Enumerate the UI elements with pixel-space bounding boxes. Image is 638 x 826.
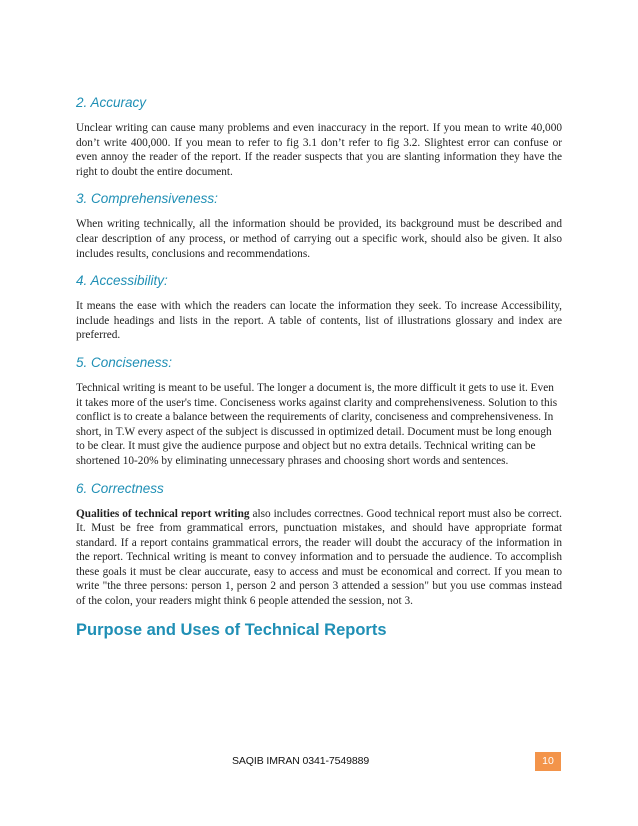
section-heading-comprehensiveness: 3. Comprehensiveness: — [76, 191, 218, 207]
section-body-conciseness: Technical writing is meant to be useful. The longer a document is, the more difficult it gets to use it. Even it takes more of the user's time. Conciseness works against clarity and comprehensiveness. Solution to this conflict is to create a balance between the requirements of clarity, conciseness and comprehensiveness. In short, in T.W every aspect of the subject is discussed in optimized detail. Document must be long enough to be clear. It must give the audience purpose and object but no extra details. Technical writing can be shortened 10-20% by eliminating unnecessary phrases and choosing short words and sentences. — [76, 381, 558, 467]
section-heading-correctness: 6. Correctness — [76, 480, 164, 496]
section-body-accessibility: It means the ease with which the readers can locate the information they seek. To increase Accessibility, include headings and lists in the report. A table of contents, list of illustrations glossary and index are preferred. — [76, 300, 562, 342]
section-body-comprehensiveness: When writing technically, all the information should be provided, its background must be described and clear description of any process, or method of carrying out a specific work, should also be given. It also includes results, conclusions and recommendations. — [76, 218, 562, 260]
correctness-text: also includes correctnes. Good technical report must also be correct. It. Must be free from grammatical errors, punctuation mistakes, and should have appropriate format standard. If a report contains grammatical errors, the reader will doubt the accuracy of the information in the report. Technical writing is meant to convey information and to persuade the audience. To accomplish these goals it must be clear auccurate, easy to access and must be economical and correct. If you mean to write "the three persons: person 1, person 2 and person 3 attended a session" but you use commas instead of the colon, your readers might think 6 people attended the session, not 3. — [76, 507, 562, 608]
section-heading-conciseness: 5. Conciseness: — [76, 354, 173, 370]
page-number-badge: 10 — [535, 752, 561, 771]
footer-author: SAQIB IMRAN 0341-7549889 — [232, 755, 370, 767]
page-footer — [0, 752, 638, 772]
section-body-accuracy: Unclear writing can cause many problems and even inaccuracy in the report. If you mean to write 40,000 don’t write 400,000. If you mean to refer to fig 3.1 don’t refer to fig 3.2. Slightest error can confuse or even annoy the reader of the report. If the reader suspects that you are slanting information they have the right to doubt the entire document. — [76, 122, 562, 178]
section-heading-accuracy: 2. Accuracy — [76, 95, 147, 110]
main-heading: Purpose and Uses of Technical Reports — [76, 620, 387, 639]
page-content — [76, 94, 562, 640]
section-body-correctness — [76, 507, 562, 609]
bold-lead-phrase: Qualities of technical report writing — [76, 507, 250, 520]
section-heading-accessibility: 4. Accessibility: — [76, 273, 168, 289]
